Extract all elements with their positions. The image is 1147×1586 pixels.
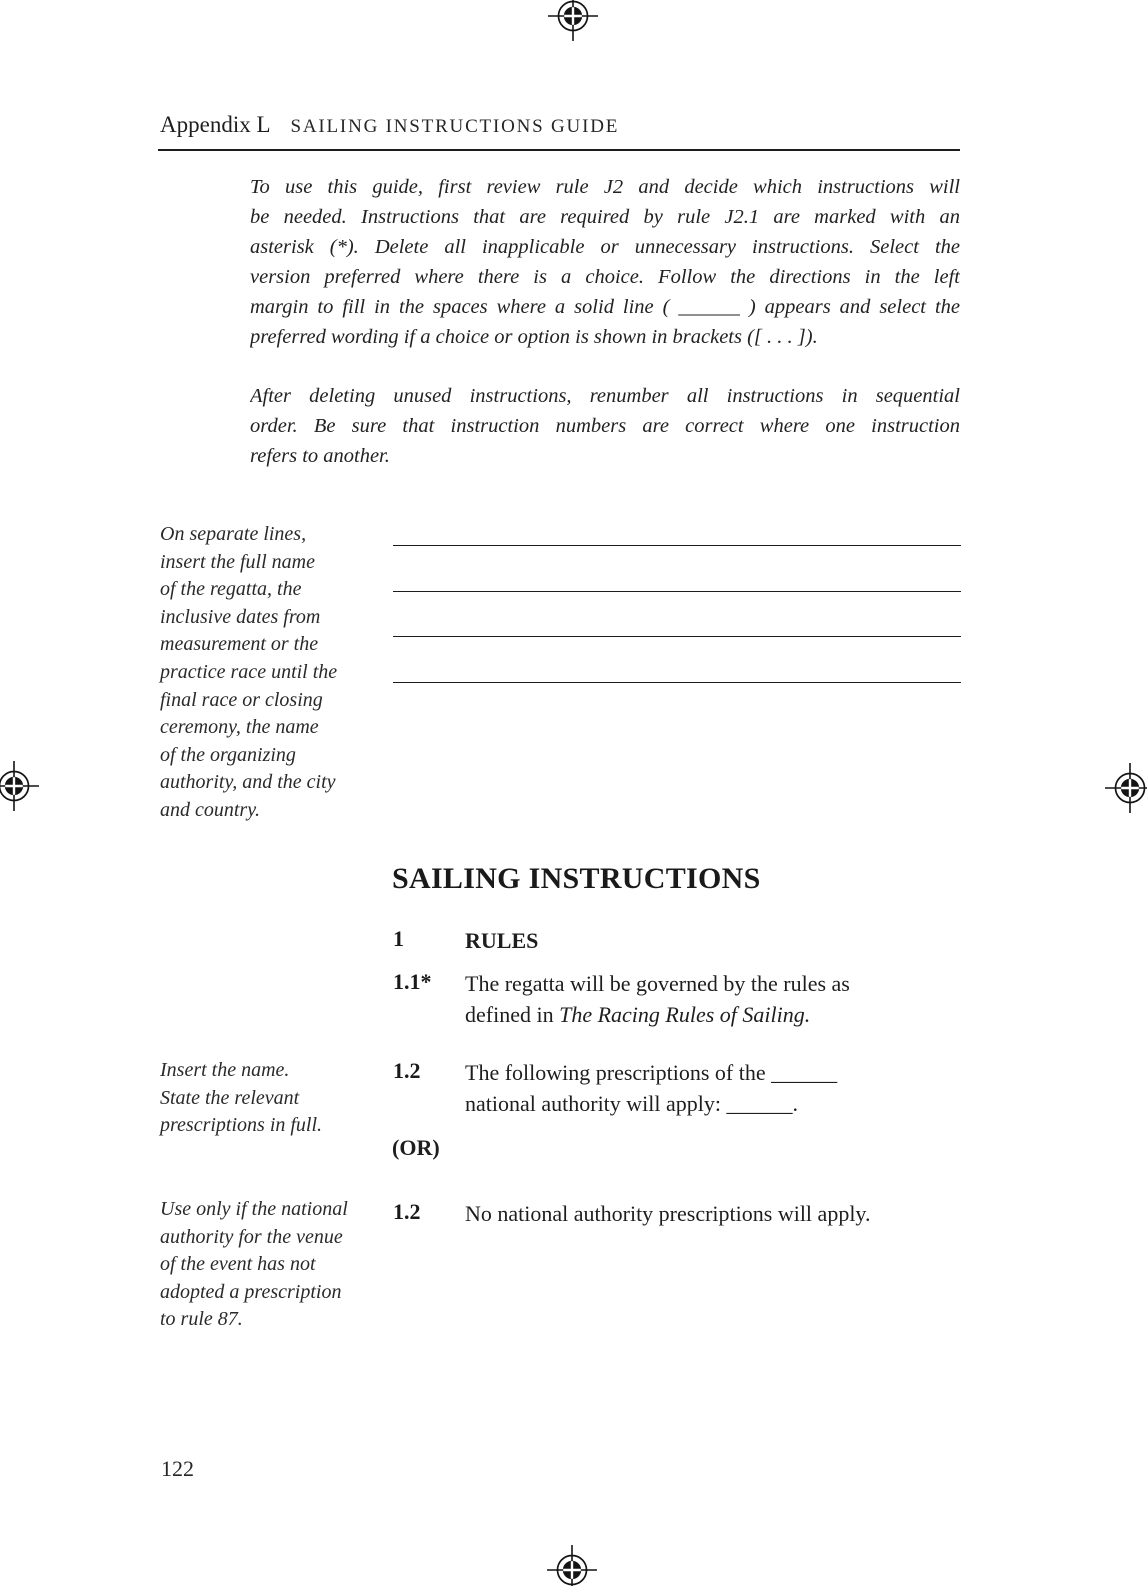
page-number: 122 — [161, 1456, 194, 1481]
text-line: be needed. Instructions that are required by rule J2.1 are marked with an — [250, 206, 960, 228]
rule-text-1-2b — [465, 1199, 970, 1230]
text-line: The regatta will be governed by the rules as — [465, 971, 850, 996]
text-line: inclusive dates from — [160, 605, 321, 628]
text-line: insert the full name — [160, 550, 315, 573]
registration-mark-icon — [547, 0, 599, 42]
rule-title-rules: RULES — [465, 928, 539, 953]
text-line: ceremony, the name — [160, 716, 319, 739]
text-line: practice race until the — [160, 660, 338, 683]
rule-number-1: 1 — [393, 926, 404, 951]
text-line: refers to another. — [250, 445, 390, 467]
rule-number-1-1: 1.1* — [393, 969, 432, 994]
or-label: (OR) — [392, 1135, 440, 1160]
fill-in-line — [393, 636, 961, 637]
text-line: authority for the venue — [160, 1225, 343, 1248]
text-line: of the regatta, the — [160, 578, 302, 601]
text-line: Use only if the national — [160, 1198, 348, 1220]
guide-title: SAILING INSTRUCTIONS GUIDE — [290, 116, 620, 137]
text-line: national authority will apply: ______. — [465, 1090, 799, 1116]
text-line: preferred wording if a choice or option is shown in brackets ([ . . . ]). — [250, 326, 818, 348]
text-line: After deleting unused instructions, renumber all instructions in sequential — [250, 385, 960, 407]
page-header — [160, 112, 619, 138]
rule-number-1-2a: 1.2 — [393, 1058, 421, 1083]
rule-text-1-1 — [465, 969, 970, 1030]
text-line: to rule 87. — [160, 1308, 243, 1331]
registration-mark-icon — [0, 760, 40, 812]
header-rule — [158, 149, 960, 151]
text-line: No national authority prescriptions will apply. — [465, 1201, 871, 1226]
text-line: Insert the name. — [160, 1059, 290, 1081]
text-line: order. Be sure that instruction numbers are correct where one instruction — [250, 415, 960, 437]
text-line: The following prescriptions of the ______ — [465, 1060, 838, 1085]
intro-paragraph-1 — [250, 172, 960, 352]
fill-in-line — [393, 545, 961, 546]
text-line: margin to fill in the spaces where a solid line ( ______ ) appears and select the — [250, 296, 960, 318]
registration-mark-icon — [546, 1544, 598, 1586]
fill-in-line — [393, 591, 961, 592]
text-line: measurement or the — [160, 633, 319, 656]
text-line: defined in The Racing Rules of Sailing. — [465, 1001, 811, 1027]
text-line: final race or closing — [160, 688, 323, 711]
text-line: prescriptions in full. — [160, 1114, 323, 1137]
text-line: State the relevant — [160, 1086, 300, 1109]
book-title: The Racing Rules of Sailing. — [559, 1001, 811, 1027]
registration-mark-icon — [1104, 762, 1147, 814]
margin-note-regatta-details — [160, 521, 380, 825]
text-line: To use this guide, first review rule J2 and decide which instructions will — [250, 176, 960, 198]
margin-note-rule-87 — [160, 1196, 380, 1334]
section-heading: SAILING INSTRUCTIONS — [392, 862, 761, 895]
appendix-label: Appendix L — [160, 112, 271, 137]
text-line: authority, and the city — [160, 771, 336, 794]
text-line: of the organizing — [160, 743, 296, 766]
text-line: On separate lines, — [160, 523, 307, 545]
rule-number-1-2b: 1.2 — [393, 1199, 421, 1224]
text-line: asterisk (*). Delete all inapplicable or unnecessary instructions. Select the — [250, 236, 960, 258]
margin-note-insert-name — [160, 1057, 380, 1140]
text-line: adopted a prescription — [160, 1280, 342, 1303]
text-line: of the event has not — [160, 1253, 316, 1276]
fill-in-line — [393, 682, 961, 683]
text-line: version preferred where there is a choice. Follow the directions in the left — [250, 266, 960, 288]
intro-paragraph-2 — [250, 381, 960, 471]
text-line: and country. — [160, 798, 260, 821]
rule-text-1-2a — [465, 1058, 970, 1119]
